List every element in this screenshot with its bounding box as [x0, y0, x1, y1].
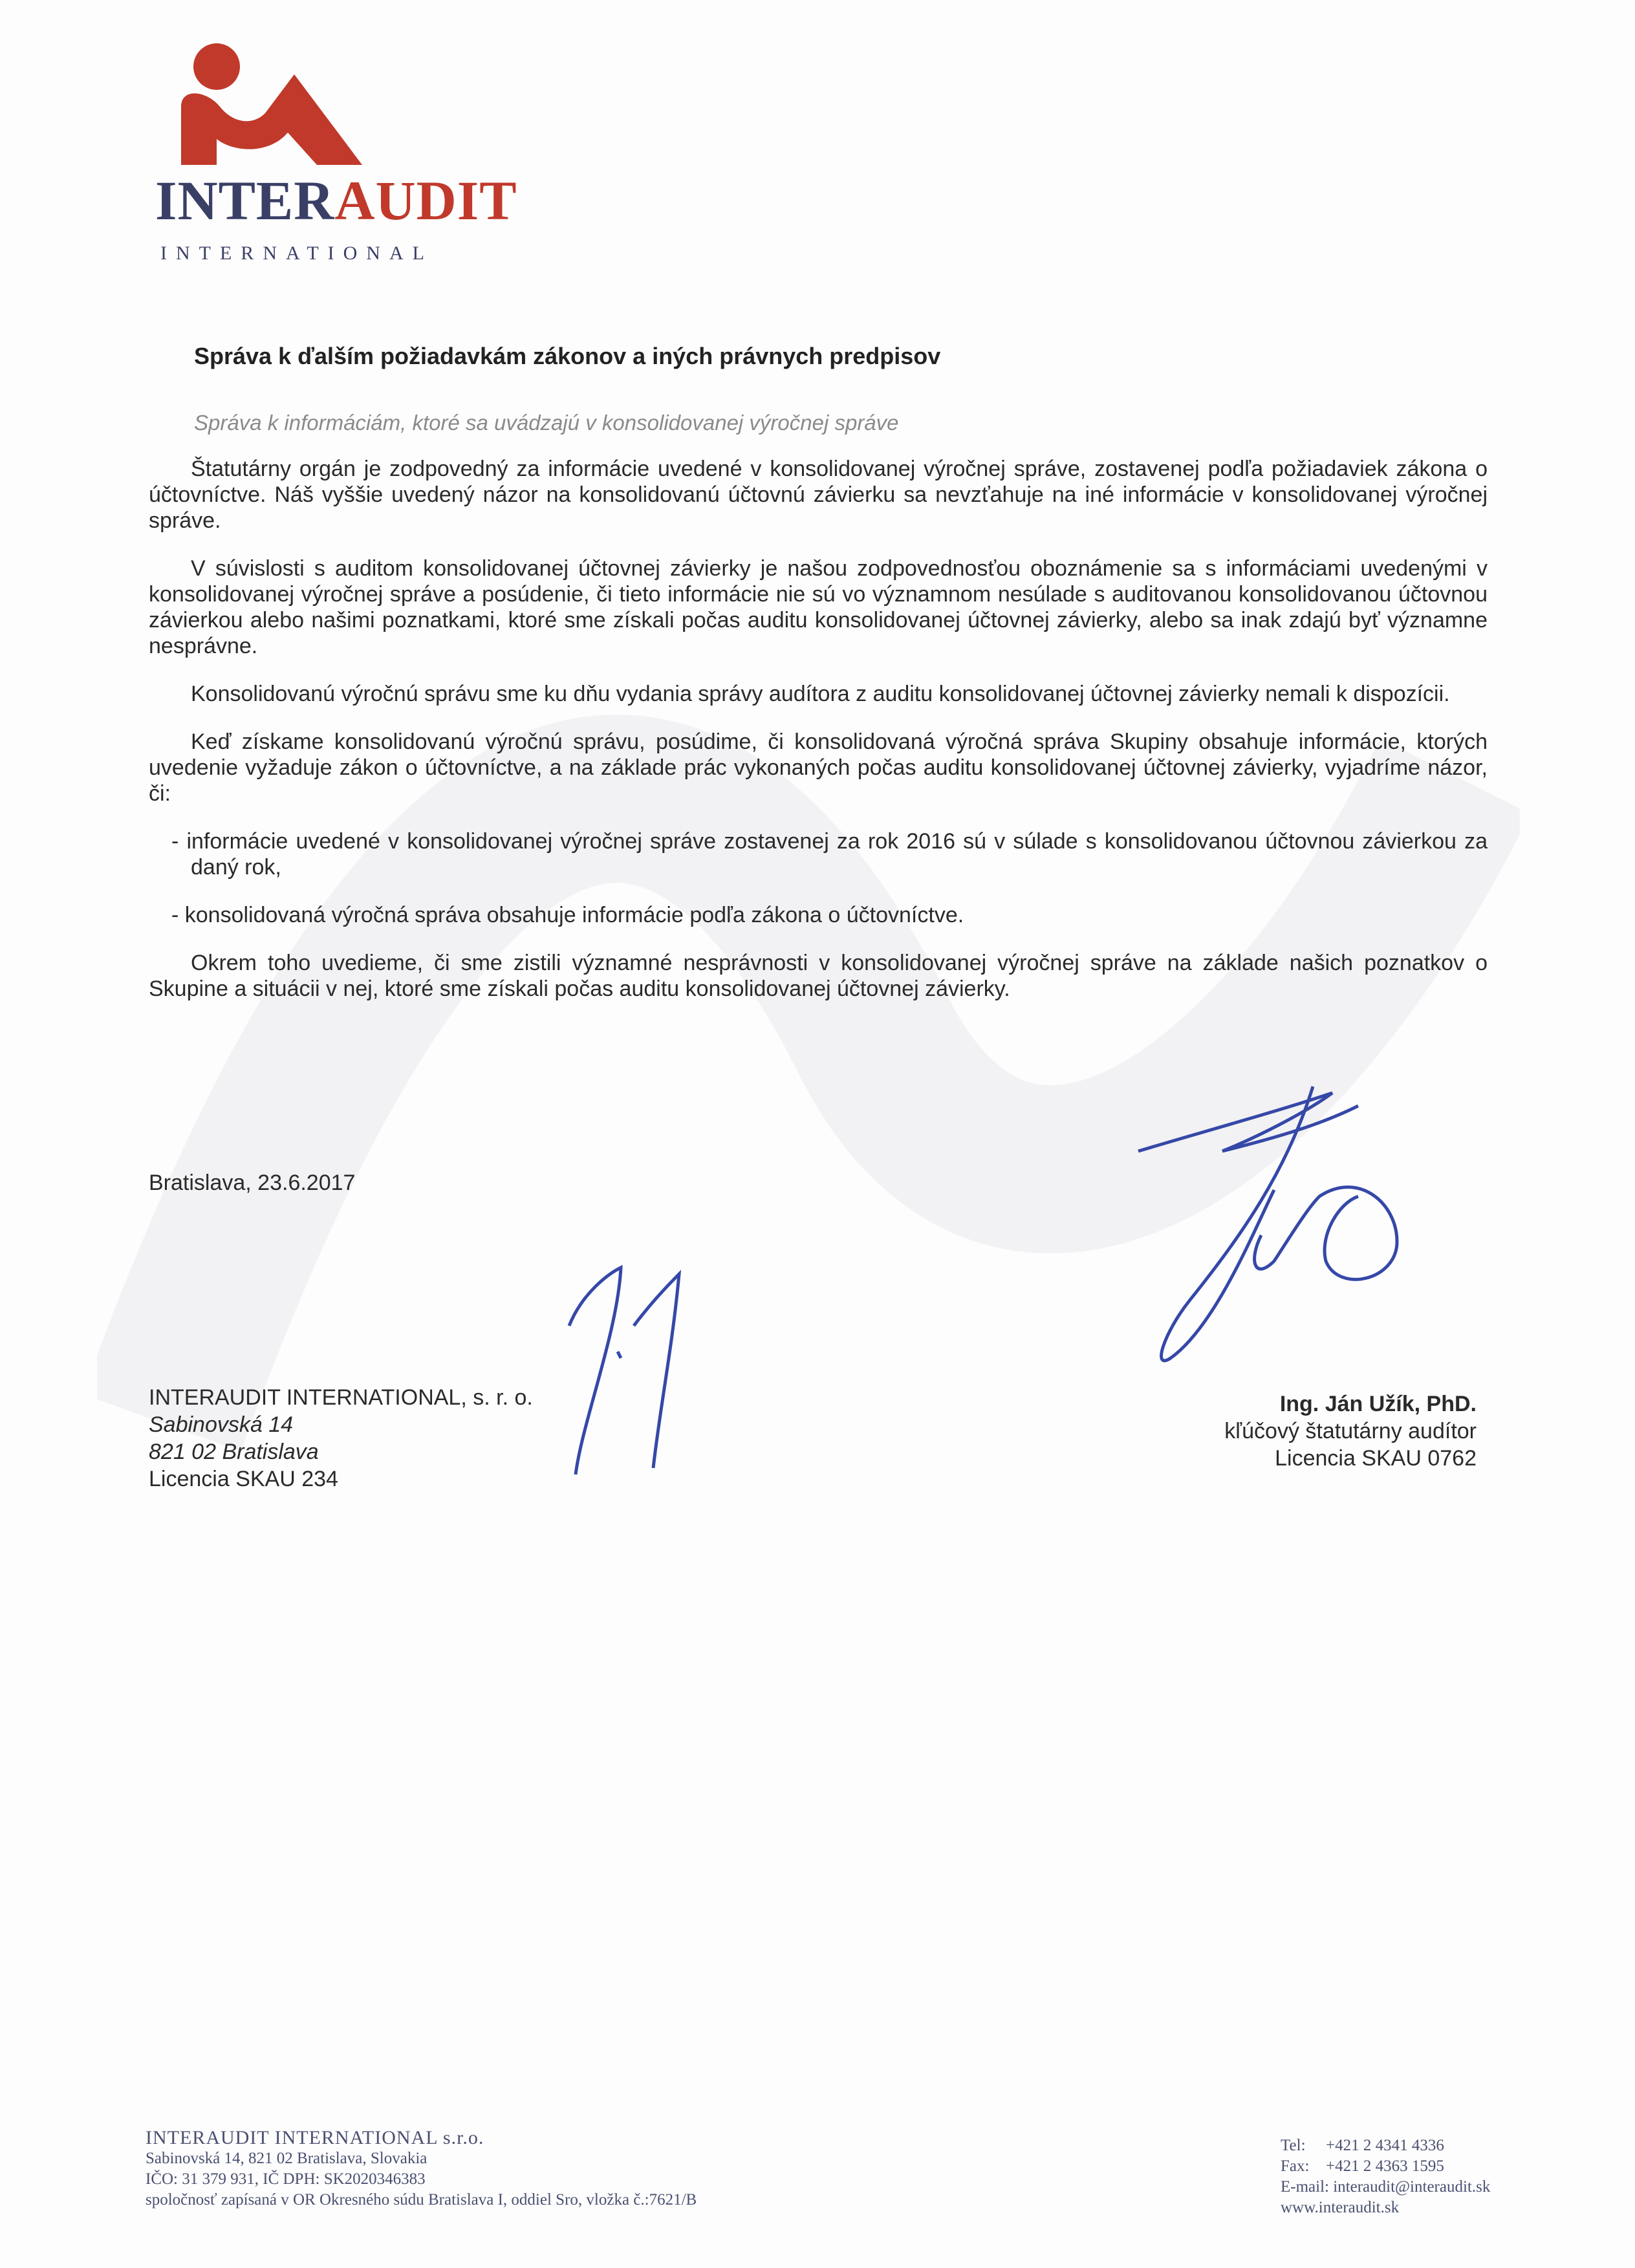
paragraph: Keď získame konsolidovanú výročnú správu, posúdime, či konsolidovaná výročná správa Skupiny obsahuje informácie, ktorých uvedenie vyžaduje zákon o účtovníctve, a na základe prác vykonaných počas auditu konsolidovanej účtovnej závierky, vyjadríme názor, či: — [149, 729, 1488, 806]
footer-contacts — [1281, 2135, 1490, 2218]
auditor-license: Licencia SKAU 0762 — [1275, 1446, 1477, 1471]
paragraph: V súvislosti s auditom konsolidovanej účtovnej závierky je našou zodpovednosťou oboznámenie sa s informáciami uvedenými v konsolidovanej výročnej správe a posúdenie, či tieto informácie nie sú vo významnom nesúlade s auditovanou konsolidovanou účtovnou závierkou alebo našimi poznatkami, ktoré sme získali počas auditu konsolidovanej účtovnej závierky, alebo sa inak zdajú byť významne nesprávne. — [149, 556, 1488, 658]
logo-mark-icon — [155, 36, 369, 171]
section-subheading: Správa k informáciám, ktoré sa uvádzajú v konsolidovanej výročnej správe — [194, 411, 899, 435]
footer-ids: IČO: 31 379 931, IČ DPH: SK2020346383 — [146, 2170, 426, 2188]
footer-tel — [1281, 2135, 1490, 2156]
interaudit-logo — [155, 36, 517, 264]
email-label: E-mail: — [1281, 2178, 1329, 2196]
logo-word-audit: AUDIT — [334, 169, 517, 232]
firm-name: INTERAUDIT INTERNATIONAL, s. r. o. — [149, 1385, 533, 1410]
paragraph: Konsolidovanú výročnú správu sme ku dňu vydania správy audítora z auditu konsolidovanej účtovnej závierky nemali k dispozícii. — [191, 682, 1450, 706]
footer-company-name: INTERAUDIT INTERNATIONAL s.r.o. — [146, 2127, 484, 2148]
firm-license: Licencia SKAU 234 — [149, 1467, 338, 1491]
logo-subtitle: INTERNATIONAL — [160, 243, 433, 264]
fax-value: +421 2 4363 1595 — [1326, 2157, 1444, 2175]
auditor-role: kľúčový štatutárny audítor — [1224, 1419, 1477, 1443]
report-body — [149, 456, 1488, 1024]
logo-wordmark — [155, 168, 517, 233]
footer-web[interactable]: www.interaudit.sk — [1281, 2199, 1400, 2216]
firm-city: 821 02 Bratislava — [149, 1440, 319, 1464]
paragraph: Okrem toho uvedieme, či sme zistili významné nesprávnosti v konsolidovanej výročnej správe na základe našich poznatkov o Skupine a situácii v nej, ktoré sme získali počas auditu konsolidovanej účtovnej závierky. — [149, 951, 1488, 1001]
email-link[interactable]: interaudit@interaudit.sk — [1333, 2178, 1491, 2196]
footer-company-info — [146, 2128, 697, 2210]
firm-street: Sabinovská 14 — [149, 1412, 294, 1437]
paragraph: Štatutárny orgán je zodpovedný za informácie uvedené v konsolidovanej výročnej správe, zostavenej podľa požiadaviek zákona o účtovníctve. Náš vyššie uvedený názor na konsolidovanú účtovnú závierku sa nevzťahuje na iné informácie v konsolidovanej výročnej správe. — [149, 457, 1488, 533]
list-item: - konsolidovaná výročná správa obsahuje informácie podľa zákona o účtovníctve. — [171, 903, 964, 927]
fax-label: Fax: — [1281, 2157, 1310, 2175]
footer-registry: spoločnosť zapísaná v OR Okresného súdu Bratislava I, oddiel Sro, vložka č.:7621/B — [146, 2191, 697, 2209]
auditor-signature — [1125, 1067, 1462, 1377]
place-and-date: Bratislava, 23.6.2017 — [149, 1171, 356, 1195]
logo-word-inter: INTER — [155, 169, 335, 232]
list-item: - informácie uvedené v konsolidovanej výročnej správe zostavenej za rok 2016 sú v súlade s konsolidovanou účtovnou závierkou za daný rok, — [171, 829, 1488, 880]
firm-signature — [556, 1255, 698, 1487]
footer-fax — [1281, 2156, 1490, 2177]
footer-email — [1281, 2177, 1490, 2198]
footer-address: Sabinovská 14, 821 02 Bratislava, Slovakia — [146, 2150, 428, 2167]
tel-value: +421 2 4341 4336 — [1326, 2137, 1444, 2154]
firm-signature-block — [149, 1384, 533, 1493]
auditor-name: Ing. Ján Užík, PhD. — [1279, 1392, 1477, 1416]
section-heading: Správa k ďalším požiadavkám zákonov a iných právnych predpisov — [194, 343, 941, 369]
auditor-signature-block — [1224, 1390, 1477, 1472]
tel-label: Tel: — [1281, 2137, 1306, 2154]
